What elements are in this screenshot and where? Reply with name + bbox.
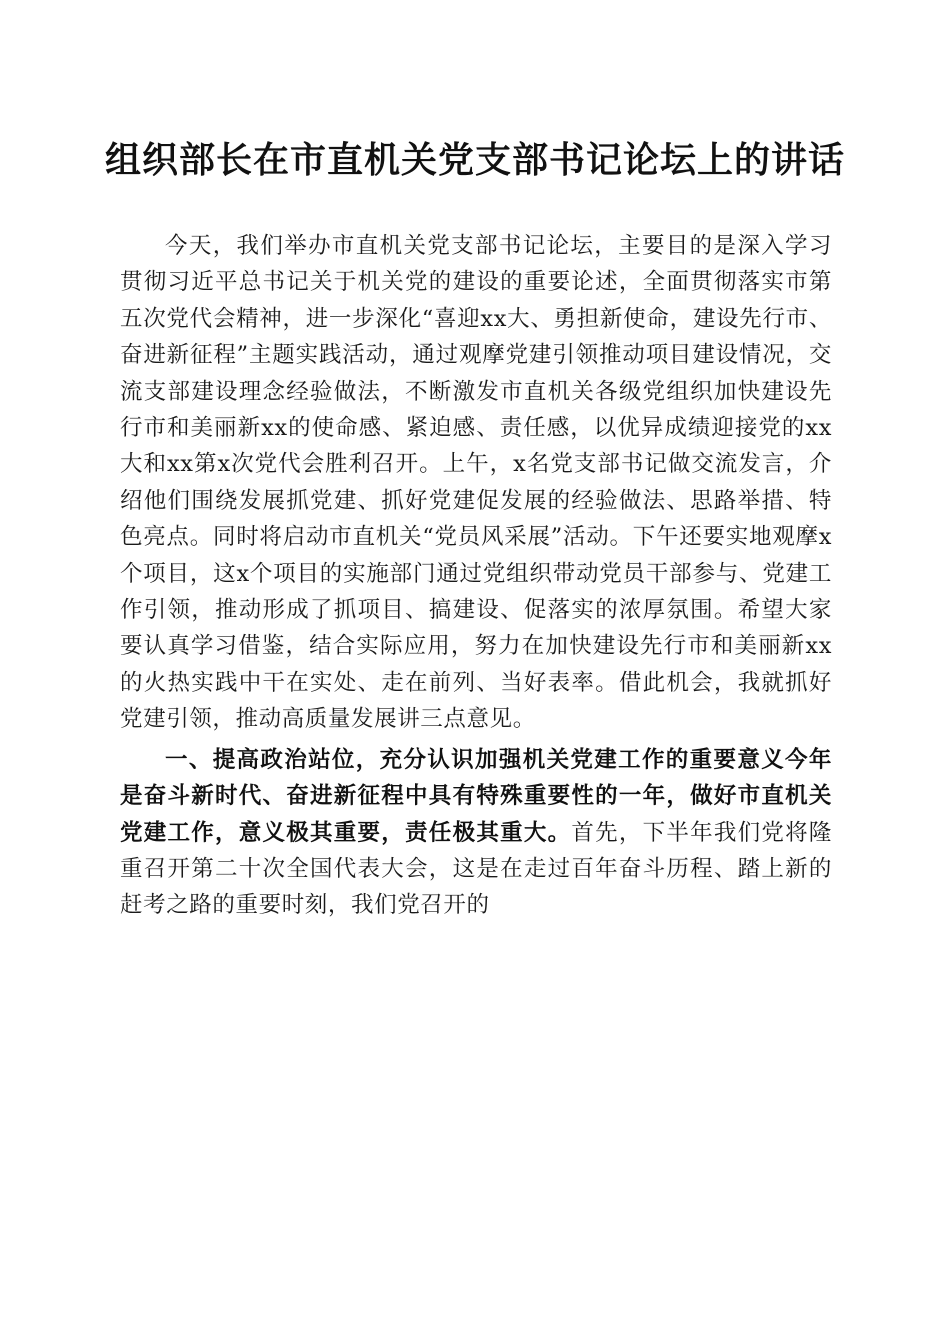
paragraph-section-one — [120, 742, 832, 924]
paragraph-intro — [120, 228, 832, 738]
paragraph-intro-text: 今天，我们举办市直机关党支部书记论坛，主要目的是深入学习贯彻习近平总书记关于机关党的建设的重要论述，全面贯彻落实市第五次党代会精神，进一步深化“喜迎xx大、勇担新使命，建设先行市、奋进新征程”主题实践活动，通过观摩党建引领推动项目建设情况，交流支部建设理念经验做法，不断激发市直机关各级党组织加快建设先行市和美丽新xx的使命感、紧迫感、责任感，以优异成绩迎接党的xx大和xx第x次党代会胜利召开。上午，x名党支部书记做交流发言，介绍他们围绕发展抓党建、抓好党建促发展的经验做法、思路举措、特色亮点。同时将启动市直机关“党员风采展”活动。下午还要实地观摩x个项目，这x个项目的实施部门通过党组织带动党员干部参与、党建工作引领，推动形成了抓项目、搞建设、促落实的浓厚氛围。希望大家要认真学习借鉴，结合实际应用，努力在加快建设先行市和美丽新xx的火热实践中干在实处、走在前列、当好表率。借此机会，我就抓好党建引领，推动高质量发展讲三点意见。 — [120, 233, 832, 733]
document-body — [120, 228, 832, 924]
section-one-heading: 一、提高政治站位，充分认识加强机关党建工作的重要意义今年是奋斗新时代、奋进新征程中具有特殊重要性的一年，做好市直机关党建工作，意义极其重要，责任极其重大。 — [120, 746, 832, 846]
section-one-text: 首先，下半年我们党将隆重召开第二十次全国代表大会，这是在走过百年奋斗历程、踏上新的赶考之路的重要时刻，我们党召开的 — [120, 819, 832, 919]
document-title: 组织部长在市直机关党支部书记论坛上的讲话 — [104, 139, 845, 181]
